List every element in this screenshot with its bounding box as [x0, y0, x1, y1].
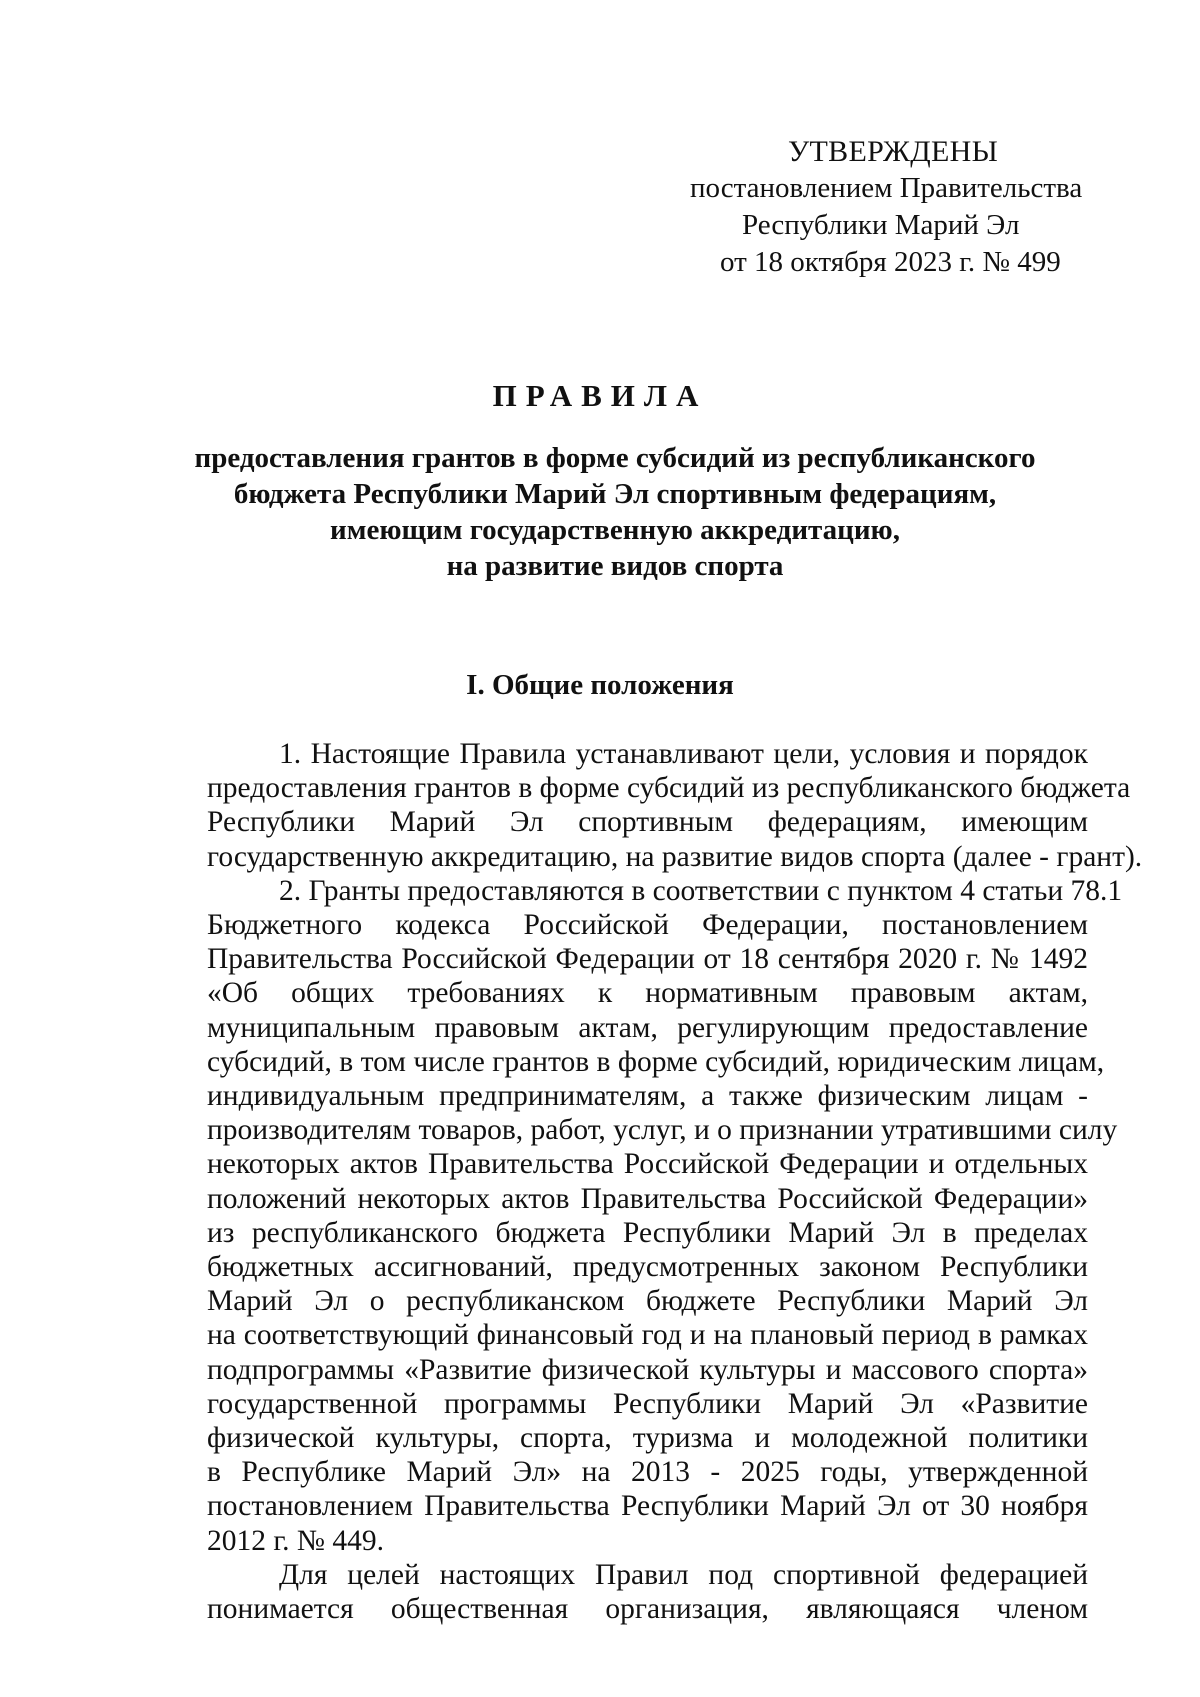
paragraph-line: индивидуальным предпринимателям, а также физическим лицам - [207, 1080, 1088, 1113]
paragraph-line: положений некоторых актов Правительства Российской Федерации» [207, 1182, 1088, 1215]
subtitle-line: имеющим государственную аккредитацию, [330, 514, 900, 546]
paragraph-line: бюджетных ассигнований, предусмотренных законом Республики [207, 1251, 1088, 1284]
paragraph-line: государственную аккредитацию, на развитие видов спорта (далее - грант). [207, 840, 1143, 873]
paragraph-line: предоставления грантов в форме субсидий из республиканского бюджета [207, 772, 1131, 805]
paragraph-line: государственной программы Республики Марий Эл «Развитие [207, 1387, 1088, 1420]
paragraph-line: муниципальным правовым актам, регулирующим предоставление [207, 1011, 1088, 1044]
subtitle-line: бюджета Республики Марий Эл спортивным федерациям, [233, 478, 997, 510]
section-heading: I. Общие положения [466, 669, 734, 701]
paragraph-line: Марий Эл о республиканском бюджете Республики Марий Эл [207, 1285, 1088, 1318]
paragraph-line: понимается общественная организация, являющаяся членом [207, 1593, 1088, 1626]
paragraph-line: физической культуры, спорта, туризма и молодежной политики [207, 1422, 1088, 1455]
paragraph-line: из республиканского бюджета Республики Марий Эл в пределах [207, 1216, 1088, 1249]
paragraph-line: Республики Марий Эл спортивным федерациям, имеющим [207, 806, 1088, 839]
paragraph-line: производителям товаров, работ, услуг, и о признании утратившими силу [207, 1114, 1118, 1147]
approval-line-1: постановлением Правительства [690, 172, 1083, 204]
paragraph-line: на соответствующий финансовый год и на плановый период в рамках [207, 1319, 1088, 1352]
paragraph-line: Для целей настоящих Правил под спортивной федерацией [279, 1558, 1088, 1591]
paragraph-line: 2. Гранты предоставляются в соответствии с пунктом 4 статьи 78.1 [279, 874, 1123, 907]
approval-stamp [690, 133, 1110, 281]
approval-line-2: Республики Марий Эл [742, 209, 1020, 241]
paragraph-line: в Республике Марий Эл» на 2013 - 2025 годы, утвержденной [207, 1456, 1088, 1489]
paragraph-line: «Об общих требованиях к нормативным правовым актам, [207, 977, 1088, 1010]
paragraph-line: постановлением Правительства Республики Марий Эл от 30 ноября [207, 1490, 1088, 1523]
paragraph-line: 1. Настоящие Правила устанавливают цели, условия и порядок [279, 738, 1088, 770]
document-body [207, 737, 1143, 1626]
subtitle-line: предоставления грантов в форме субсидий из республиканского [194, 442, 1036, 474]
paragraph-line: 2012 г. № 449. [207, 1524, 385, 1557]
paragraph-line: некоторых актов Правительства Российской Федерации и отдельных [207, 1148, 1088, 1181]
document-subtitle [170, 440, 1060, 584]
approval-heading: УТВЕРЖДЕНЫ [788, 135, 999, 168]
paragraph-line: Бюджетного кодекса Российской Федерации, постановлением [207, 909, 1088, 942]
paragraph-line: подпрограммы «Развитие физической культуры и массового спорта» [207, 1353, 1088, 1386]
document-title: ПРАВИЛА [492, 378, 708, 413]
paragraph-line: субсидий, в том числе грантов в форме субсидий, юридическим лицам, [207, 1045, 1105, 1078]
subtitle-line: на развитие видов спорта [446, 550, 784, 582]
paragraph-line: Правительства Российской Федерации от 18 сентября 2020 г. № 1492 [207, 943, 1088, 976]
approval-date-line: от 18 октября 2023 г. № 499 [720, 246, 1061, 278]
